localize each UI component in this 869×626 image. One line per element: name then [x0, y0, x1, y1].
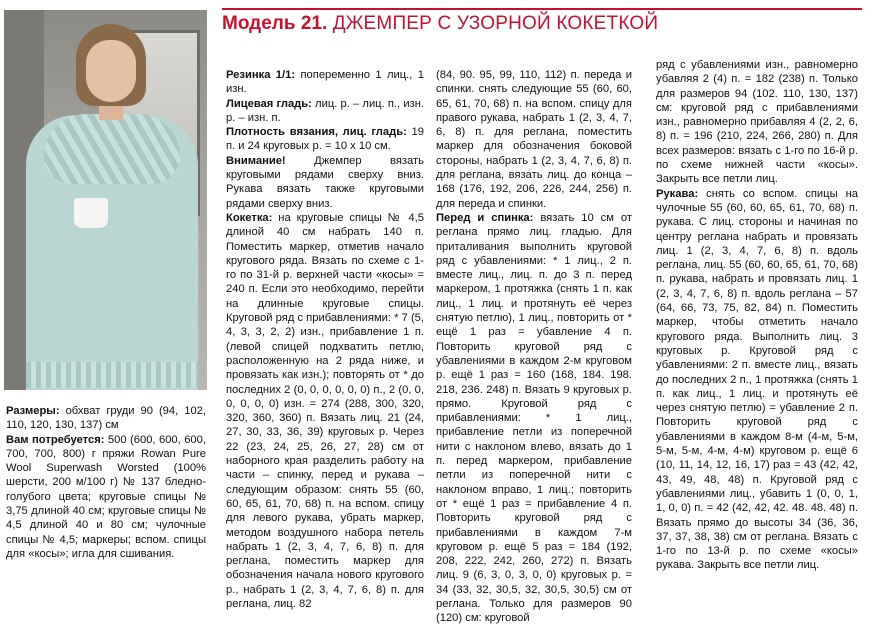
gauge-text: 19 п. и 24 круговых р. = 10 х 10 см. — [226, 126, 424, 153]
rib-label: Резинка 1/1: — [226, 69, 296, 81]
sleeves-label: Рукава: — [656, 187, 699, 200]
rib-paragraph — [226, 68, 424, 97]
model-label: Модель 21 — [222, 13, 322, 34]
title-separator: . — [321, 13, 328, 34]
column-3 — [656, 58, 858, 573]
photo-sweater-hem — [26, 362, 198, 388]
continuation-paragraph: (84, 90. 95, 99, 110, 112) п. переда и спинки. снять следующие 55 (60, 60, 65, 61, 70, 68) п. на вспом. спицу для правого рукава, набрать 1 (2, 3, 4, 7, 6, 8) п. для реглана, поместить маркер для обозначения боковой стороны, набрать 1 (2, 3, 4, 7, 6, 8) п. для реглана, вязать лиц. до конца – 168 (176, 192, 206, 226, 244, 256) п. для переда и спинки. — [436, 69, 632, 210]
column-materials — [6, 404, 206, 561]
yoke-paragraph — [226, 211, 424, 611]
rib-text: попеременно 1 лиц., 1 изн. — [226, 69, 424, 96]
sleeves-paragraph — [656, 187, 858, 573]
gauge-paragraph — [226, 125, 424, 154]
yoke-label: Кокетка: — [226, 211, 273, 224]
attention-paragraph — [226, 154, 424, 211]
stockinette-text: лиц. р. – лиц. п., изн. р. – изн. п. — [226, 97, 424, 124]
page-title — [222, 10, 658, 38]
sizes-label: Размеры: — [6, 405, 60, 417]
stockinette-label: Лицевая гладь: — [226, 97, 312, 110]
model-photo — [4, 10, 207, 390]
photo-cup — [74, 198, 108, 228]
continuation-paragraph-2: ряд с убавлениями изн., равномерно убавляя 2 (4) п. = 182 (238) п. Только для размеров 94 (102. 110, 130, 137) см: круговой ряд с прибавлениями изн., равномерно прибавляя 4 (2, 2, 6, 8) п. = 196 (210, 224, 266, 280) п. Для всех размеров: вязать с 1-го по 16-й р. по схеме нижней части «косы». Закрыть все петли лиц. — [656, 59, 858, 186]
front-back-paragraph — [436, 211, 632, 626]
materials-paragraph — [6, 433, 206, 562]
sizes-paragraph — [6, 404, 206, 433]
column-1 — [226, 68, 424, 611]
materials-label: Вам потребуется: — [6, 433, 105, 446]
photo-sweater-yoke — [44, 114, 180, 184]
gauge-label: Плотность вязания, лиц. гладь: — [226, 126, 407, 139]
photo-face — [86, 40, 136, 102]
attention-text: Джемпер вязать круговыми рядами сверху вниз. Рукава вязать также круговыми рядами сверху вниз. — [226, 154, 424, 210]
front-back-label: Перед и спинка: — [436, 211, 534, 224]
sleeves-text: снять со вспом. спицы на чулочные 55 (60, 60, 65, 61, 70, 68) п. рукава. С лиц. стороны и начиная по центру реглана набрать и провязать лиц. 1 (2, 3, 4, 7, 6, 8) п. вдоль реглана, лиц. 55 (60, 60, 65, 61, 70, 68) п. рукава, набрать и провязать лиц. 1 (2, 3, 4, 7, 6, 8) п. вдоль реглана – 57 (64, 66, 73, 75, 82, 84) п. Поместить маркер, чтобы отметить начало кругового ряда. Выполнить лиц. 3 круговых р. Круговой ряд с убавлениями: 2 п. вместе лиц., вязать до последних 2 п., 1 протяжка (снять 1 п. как лиц., 1 лиц. и протянуть её через снятую петлю) = убавление 2 п. Повторить круговой ряд с убавлениями в каждом 8-м (4-м, 5-м, 5-м, 5-м, 4-м, 4-м) круговом р. ещё 6 (10, 11, 14, 12, 16, 17) раз = 43 (42, 42, 43, 49, 48, 48) п. Круговой ряд с убавлениями лиц., убавить 1 (0, 0, 1, 1, 0, 0) п. = 42 (42, 42, 42. 48. 48. 48) п. Вязать прямо до высоты 34 (36, 36, 37, 37, 38, 38) см от реглана. Вязать с 1-го по 13-й р. по схеме «косы» рукава. Закрыть все петли лиц. — [656, 187, 858, 572]
yoke-text: на круговые спицы № 4,5 длиной 40 см набрать 140 п. Поместить маркер, отметив начало кругового ряда. Вязать по схеме с 1-го по 31-й р. верхней части «косы» = 240 п. Если это необходимо, перейти на длинные круговые спицы. Круговой ряд с прибавлениями: * 7 (5, 4, 3, 3, 2, 2) изн., прибавление 1 п. (левой спицей подхватить петлю, расположенную на 2 ряда ниже, и провязать как изн.); повторять от * до последних 2 (0, 0, 0, 0, 0, 0) п., 2 (0, 0, 0, 0, 0, 0) изн. = 274 (288, 300, 320, 320, 360, 360) п. Вязать лиц. 21 (24, 27, 30, 33, 36, 39) круговых р. Через 22 (23, 24, 25, 26, 27, 28) см от наборного края разделить работу на части – спинку, перед и рукава – следующим образом: снять 55 (60, 60, 65, 61, 70, 68) п. на вспом. спицу для левого рукава, убрать маркер, методом воздушного набора петель набрать 1 (2, 3, 4, 7, 6, 8) п. для реглана, поместить маркер для обозначения начала нового кругового р., набрать 1 (2, 3, 4, 7, 6, 8) п. для реглана, лиц. 82 — [226, 211, 424, 610]
sizes-text: обхват груди 90 (94, 102, 110, 120, 130, 137) см — [6, 405, 206, 432]
front-back-text: вязать 10 см от реглана прямо лиц. гладью. Для приталивания выполнить круговой ряд с убавлениями: * 1 лиц., 2 п. вместе лиц., лиц. п. до 3 п. перед маркером, 1 протяжка (снять 1 п. как лиц., 1 лиц. и протянуть её через снятую петлю), 1 лиц., повторить от * ещё 1 раз = убавление 4 п. Повторить круговой ряд с убавлениями в каждом 2-м круговом р. ещё 1 раз = 160 (168, 184. 198. 218, 236. 248) п. Вязать 9 круговых р. прямо. Круговой ряд с прибавлениями: * 1 лиц., прибавление петли из поперечной нити с наклоном влево, вязать до 1 п. перед маркером, прибавление петли из поперечной нити с наклоном вправо, 1 лиц.; повторить от * ещё 1 раз = прибавление 4 п. Повторить круговой ряд с прибавлениями в каждом 7-м круговом р. ещё 5 раз = 184 (192, 208, 222, 242, 260, 272) п. Вязать лиц. 9 (6, 3, 0, 3, 0, 0) круговых р. = 34 (33, 32, 30,5, 32, 30,5, 30,5) см от реглана. Только для размеров 90 (120) см: круговой — [436, 211, 632, 625]
column-2 — [436, 68, 632, 626]
title-text: ДЖЕМПЕР С УЗОРНОЙ КОКЕТКОЙ — [327, 13, 659, 34]
attention-label: Внимание! — [226, 154, 286, 167]
stockinette-paragraph — [226, 97, 424, 126]
materials-text: 500 (600, 600, 600, 700, 700, 800) г пряжи Rowan Pure Wool Superwash Worsted (100% шерсти, 200 м/100 г) № 137 бледно-голубого цвета; круговые спицы № 3,75 длиной 40 см; круговые спицы № 4,5 длиной 40 и 80 см; чулочные спицы № 4,5; маркеры; вспом. спицы для «косы»; игла для сшивания. — [6, 433, 206, 560]
